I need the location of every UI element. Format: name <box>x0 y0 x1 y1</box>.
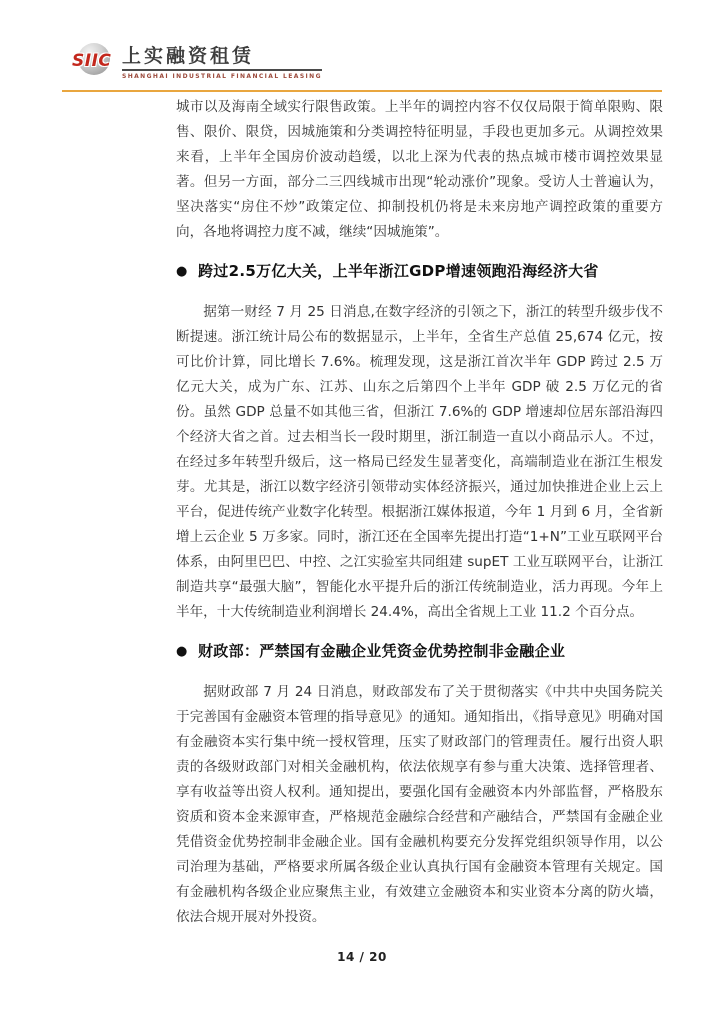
bullet-icon: ● <box>176 264 188 279</box>
company-logo <box>72 42 322 80</box>
section-body-mof-finance: 据财政部 7 月 24 日消息，财政部发布了关于贯彻落实《中共中央国务院关于完善国有金融资本管理的指导意见》的通知。通知指出，《指导意见》明确对国有金融资本实行集中统一授权管理，压实了财政部门的管理责任。履行出资人职责的各级财政部门对相关金融机构，依法依规享有参与重大决策、选择管理者、享有收益等出资人权利。通知提出，要强化国有金融资本内外部监督，严格股东资质和资本金来源审查，严格规范金融综合经营和产融结合，严禁国有金融企业凭借资金优势控制非金融企业。国有金融机构要充分发挥党组织领导作用，以公司治理为基础，严格要求所属各级企业认真执行国有金融资本管理有关规定。国有金融机构各级企业应聚焦主业，有效建立金融资本和实业资本分离的防火墙，依法合规开展对外投资。 <box>176 684 663 925</box>
company-name-chinese: 上实融资租赁 <box>122 44 322 71</box>
bullet-icon: ● <box>176 644 188 659</box>
company-names <box>122 42 322 80</box>
section-heading-mof-finance <box>176 640 663 664</box>
siic-logo-mark <box>72 42 114 78</box>
siic-logo-text: SIIC <box>72 51 112 71</box>
section-heading-text: 财政部：严禁国有金融企业凭资金优势控制非金融企业 <box>198 642 566 660</box>
page-header <box>0 0 724 94</box>
company-name-english: SHANGHAI INDUSTRIAL FINANCIAL LEASING <box>122 73 322 80</box>
section-body-zhejiang-gdp: 据第一财经 7 月 25 日消息,在数字经济的引领之下，浙江的转型升级步伐不断提速。浙江统计局公布的数据显示，上半年，全省生产总值 25,674 亿元，按可比价计算，同比增长 7.6%。梳理发现，这是浙江首次半年 GDP 跨过 2.5 万亿元大关，成为广东、江苏、山东之后第四个上半年 GDP 破 2.5 万亿元的省份。虽然 GDP 总量不如其他三省，但浙江 7.6%的 GDP 增速却位居东部沿海四个经济大省之首。过去相当长一段时期里，浙江制造一直以小商品示人。不过，在经过多年转型升级后，这一格局已经发生显著变化，高端制造业在浙江生根发芽。尤其是，浙江以数字经济引领带动实体经济振兴，通过加快推进企业上云上平台，促进传统产业数字化转型。根据浙江媒体报道，今年 1 月到 6 月，全省新增上云企业 5 万多家。同时，浙江还在全国率先提出打造“1+N”工业互联网平台体系，由阿里巴巴、中控、之江实验室共同组建 supET 工业互联网平台，让浙江制造共享“最强大脑”，智能化水平提升后的浙江传统制造业，活力再现。今年上半年，十大传统制造业利润增长 24.4%，高出全省规上工业 11.2 个百分点。 <box>176 304 663 620</box>
header-divider-line <box>62 90 662 92</box>
document-body <box>176 95 663 930</box>
intro-paragraph: 城市以及海南全域实行限售政策。上半年的调控内容不仅仅局限于简单限购、限售、限价、限贷，因城施策和分类调控特征明显，手段也更加多元。从调控效果来看，上半年全国房价波动趋缓，以北上深为代表的热点城市楼市调控效果显著。但另一方面，部分二三四线城市出现“轮动涨价”现象。受访人士普遍认为，坚决落实“房住不炒”政策定位、抑制投机仍将是未来房地产调控政策的重要方向，各地将调控力度不减，继续“因城施策”。 <box>176 99 663 240</box>
page-number: 14 / 20 <box>337 950 387 964</box>
section-heading-text: 跨过2.5万亿大关，上半年浙江GDP增速领跑沿海经济大省 <box>198 262 599 280</box>
section-heading-zhejiang-gdp <box>176 260 663 284</box>
page-footer <box>0 946 724 965</box>
